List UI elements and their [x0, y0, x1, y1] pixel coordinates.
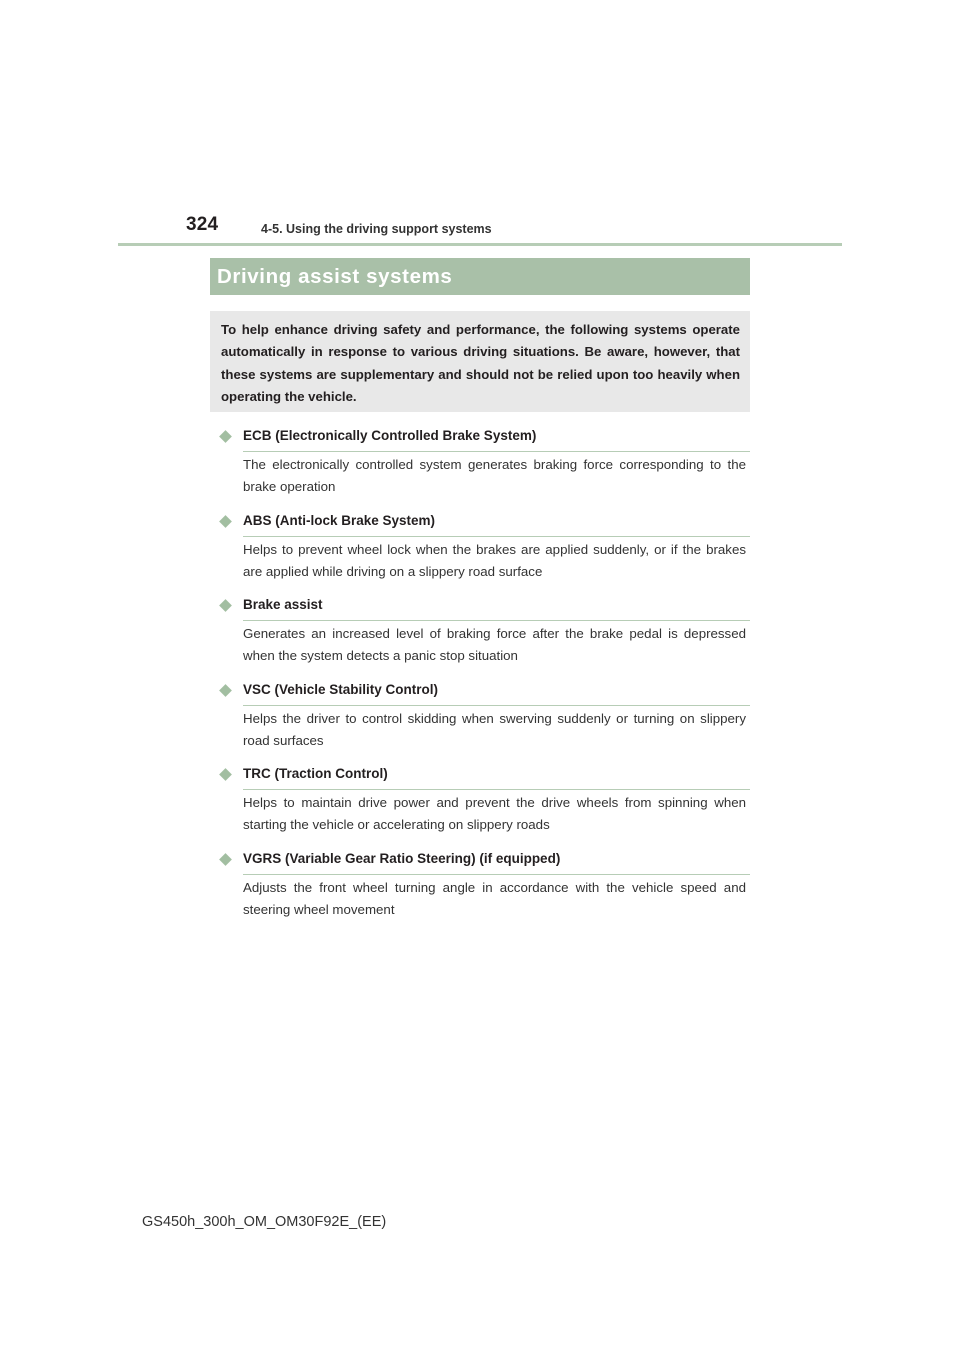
item-title: Brake assist [243, 597, 323, 612]
section-reference: 4-5. Using the driving support systems [261, 222, 492, 236]
section-title-bar [210, 258, 750, 295]
item-title: VGRS (Variable Gear Ratio Steering) (if equipped) [243, 851, 561, 866]
diamond-icon [219, 515, 232, 528]
diamond-icon [219, 684, 232, 697]
list-item [218, 513, 750, 580]
item-divider [243, 620, 750, 621]
item-description: Adjusts the front wheel turning angle in accordance with the vehicle speed and steering wheel movement [243, 880, 746, 918]
diamond-icon [219, 599, 232, 612]
item-description: Helps to prevent wheel lock when the brakes are applied suddenly, or if the brakes are applied while driving on a slippery road surface [243, 542, 746, 580]
item-heading [218, 597, 750, 625]
item-heading [218, 513, 750, 541]
list-item [218, 766, 750, 833]
header-divider [118, 243, 842, 246]
document-code: GS450h_300h_OM_OM30F92E_(EE) [142, 1214, 387, 1230]
list-item [218, 682, 750, 749]
item-heading [218, 428, 750, 456]
item-title: VSC (Vehicle Stability Control) [243, 682, 439, 697]
diamond-icon [219, 430, 232, 443]
list-item [218, 851, 750, 918]
item-title: ABS (Anti-lock Brake System) [243, 513, 436, 528]
item-heading [218, 766, 750, 794]
item-divider [243, 451, 750, 452]
page-number: 324 [186, 214, 219, 235]
item-title: ECB (Electronically Controlled Brake System) [243, 428, 537, 443]
item-description: Helps the driver to control skidding when swerving suddenly or turning on slippery road surfaces [243, 711, 746, 749]
diamond-icon [219, 853, 232, 866]
intro-box [210, 311, 750, 412]
list-item [218, 428, 750, 495]
item-divider [243, 705, 750, 706]
item-description: Helps to maintain drive power and prevent the drive wheels from spinning when starting the vehicle or accelerating on slippery roads [243, 795, 746, 833]
diamond-icon [219, 768, 232, 781]
item-title: TRC (Traction Control) [243, 766, 388, 781]
item-divider [243, 536, 750, 537]
item-heading [218, 851, 750, 879]
list-item [218, 597, 750, 664]
item-description: The electronically controlled system generates braking force corresponding to the brake operation [243, 457, 746, 495]
intro-text: To help enhance driving safety and performance, the following systems operate automatically in response to various driving situations. Be aware, however, that these systems are supplementary and should not be relied upon too heavily when operating the vehicle. [221, 322, 740, 404]
item-heading [218, 682, 750, 710]
item-divider [243, 789, 750, 790]
item-description: Generates an increased level of braking force after the brake pedal is depressed when the system detects a panic stop situation [243, 626, 746, 664]
item-divider [243, 874, 750, 875]
page-title: Driving assist systems [217, 264, 453, 288]
